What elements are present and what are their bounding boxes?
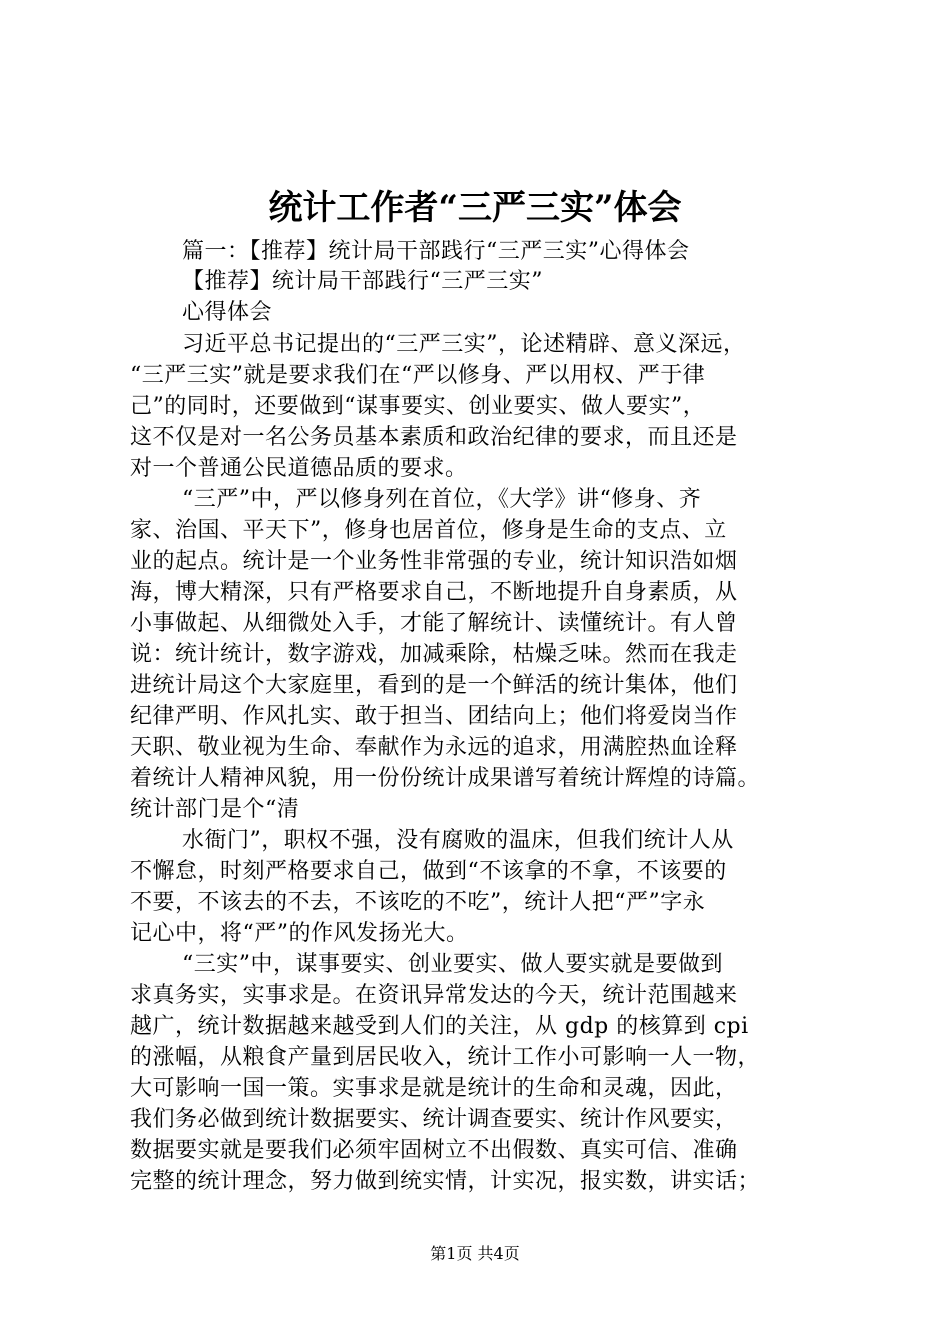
body-line: 这不仅是对一名公务员基本素质和政治纪律的要求，而且还是 [130, 425, 738, 450]
body-line: 家、治国、平天下”，修身也居首位，修身是生命的支点、立 [130, 518, 727, 543]
body-line: “三严”中，严以修身列在首位，《大学》讲“修身、齐 [182, 487, 702, 512]
body-line: 说：统计统计，数字游戏，加减乘除，枯燥乏味。然而在我走 [130, 642, 738, 667]
body-line: 己”的同时，还要做到“谋事要实、创业要实、做人要实”， [130, 394, 706, 419]
body-line: 大可影响一国一策。实事求是就是统计的生命和灵魂，因此， [130, 1076, 738, 1101]
body-line: 水衙门”，职权不强，没有腐败的温床，但我们统计人从 [182, 828, 734, 853]
body-line: 进统计局这个大家庭里，看到的是一个鲜活的统计集体，他们 [130, 673, 738, 698]
body-line: 完整的统计理念，努力做到统实情，计实况，报实数，讲实话； [130, 1169, 761, 1194]
body-line: 记心中，将“严”的作风发扬光大。 [130, 921, 469, 946]
body-line: 着统计人精神风貌，用一份份统计成果谱写着统计辉煌的诗篇。 [130, 766, 761, 791]
body-line: 统计部门是个“清 [130, 797, 300, 822]
body-line: 习近平总书记提出的“三严三实”，论述精辟、意义深远， [182, 332, 746, 357]
body-line: 篇一：【推荐】统计局干部践行“三严三实”心得体会 [182, 239, 690, 264]
body-line: 对一个普通公民道德品质的要求。 [130, 456, 468, 481]
body-line: 小事做起、从细微处入手，才能了解统计、读懂统计。有人曾 [130, 611, 738, 636]
body-line: 我们务必做到统计数据要实、统计调查要实、统计作风要实， [130, 1107, 738, 1132]
body-line: 心得体会 [182, 300, 273, 325]
body-line: “三严三实”就是要求我们在“严以修身、严以用权、严于律 [130, 363, 706, 388]
document-title: 统计工作者“三严三实”体会 [268, 188, 682, 228]
body-line: 纪律严明、作风扎实、敢于担当、团结向上；他们将爱岗当作 [130, 704, 738, 729]
body-line: “三实”中，谋事要实、创业要实、做人要实就是要做到 [182, 952, 723, 977]
body-line: 业的起点。统计是一个业务性非常强的专业，统计知识浩如烟 [130, 549, 738, 574]
body-line: 海，博大精深，只有严格要求自己，不断地提升自身素质，从 [130, 580, 738, 605]
body-line: 越广，统计数据越来越受到人们的关注，从 gdp 的核算到 cpi [130, 1014, 749, 1039]
body-line: 求真务实，实事求是。在资讯异常发达的今天，统计范围越来 [130, 983, 738, 1008]
body-line: 不懈怠，时刻严格要求自己，做到“不该拿的不拿，不该要的 [130, 859, 727, 884]
body-line: 不要，不该去的不去，不该吃的不吃”，统计人把“严”字永 [130, 890, 706, 915]
body-line: 天职、敬业视为生命、奉献作为永远的追求，用满腔热血诠释 [130, 735, 738, 760]
body-line: 【推荐】统计局干部践行“三严三实” [182, 269, 543, 294]
page-footer: 第1页 共4页 [430, 1244, 520, 1263]
body-line: 的涨幅，从粮食产量到居民收入，统计工作小可影响一人一物， [130, 1045, 761, 1070]
body-line: 数据要实就是要我们必须牢固树立不出假数、真实可信、准确 [130, 1138, 738, 1163]
